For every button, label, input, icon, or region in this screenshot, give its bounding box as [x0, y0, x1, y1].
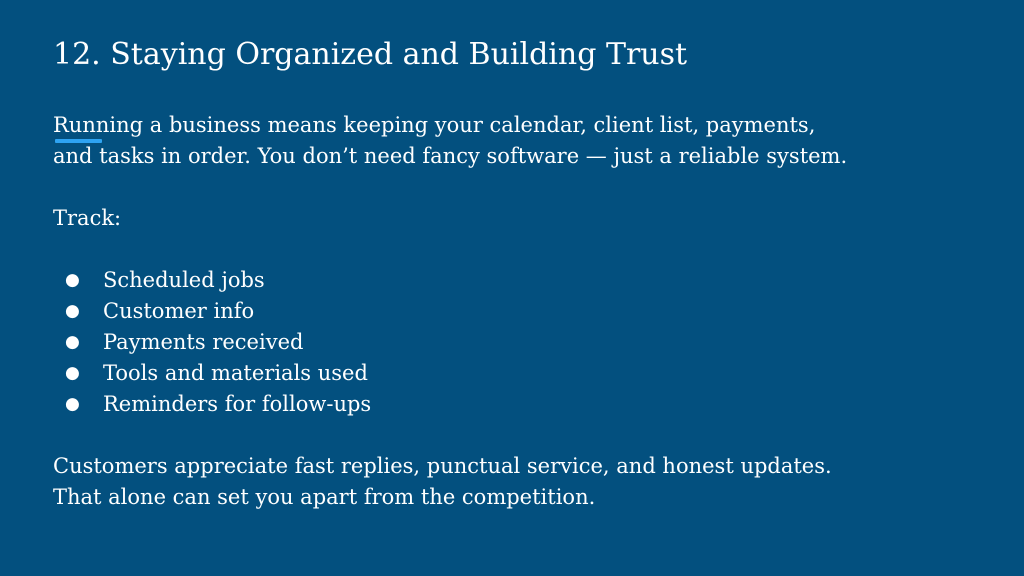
intro-line-1: Running a business means keeping your calendar, client list, payments,	[53, 113, 816, 137]
bullet-dot-icon: ●	[65, 301, 80, 321]
bullet-text: Scheduled jobs	[103, 268, 265, 292]
list-item	[53, 327, 953, 358]
bullet-text: Customer info	[103, 299, 255, 323]
list-item	[53, 389, 953, 420]
bullet-dot-icon: ●	[65, 332, 80, 352]
track-bullet-list	[53, 265, 953, 420]
bullet-text: Payments received	[103, 330, 304, 354]
closing-line-1: Customers appreciate fast replies, punctual service, and honest updates.	[53, 454, 832, 478]
bullet-dot-icon: ●	[65, 363, 80, 383]
list-item	[53, 265, 953, 296]
list-item	[53, 358, 953, 389]
bullet-text: Tools and materials used	[103, 361, 368, 385]
intro-line-2: and tasks in order. You don’t need fancy software — just a reliable system.	[53, 144, 848, 168]
spacer	[53, 172, 953, 203]
text-cursor-highlight	[55, 139, 102, 143]
list-item	[53, 296, 953, 327]
slide-title: 12. Staying Organized and Building Trust	[53, 37, 688, 72]
spacer	[53, 420, 953, 451]
closing-line-2: That alone can set you apart from the competition.	[53, 485, 596, 509]
spacer	[53, 234, 953, 265]
bullet-dot-icon: ●	[65, 394, 80, 414]
bullet-dot-icon: ●	[65, 270, 80, 290]
track-label: Track:	[53, 206, 122, 230]
bullet-text: Reminders for follow-ups	[103, 392, 372, 416]
slide-body	[53, 110, 953, 513]
